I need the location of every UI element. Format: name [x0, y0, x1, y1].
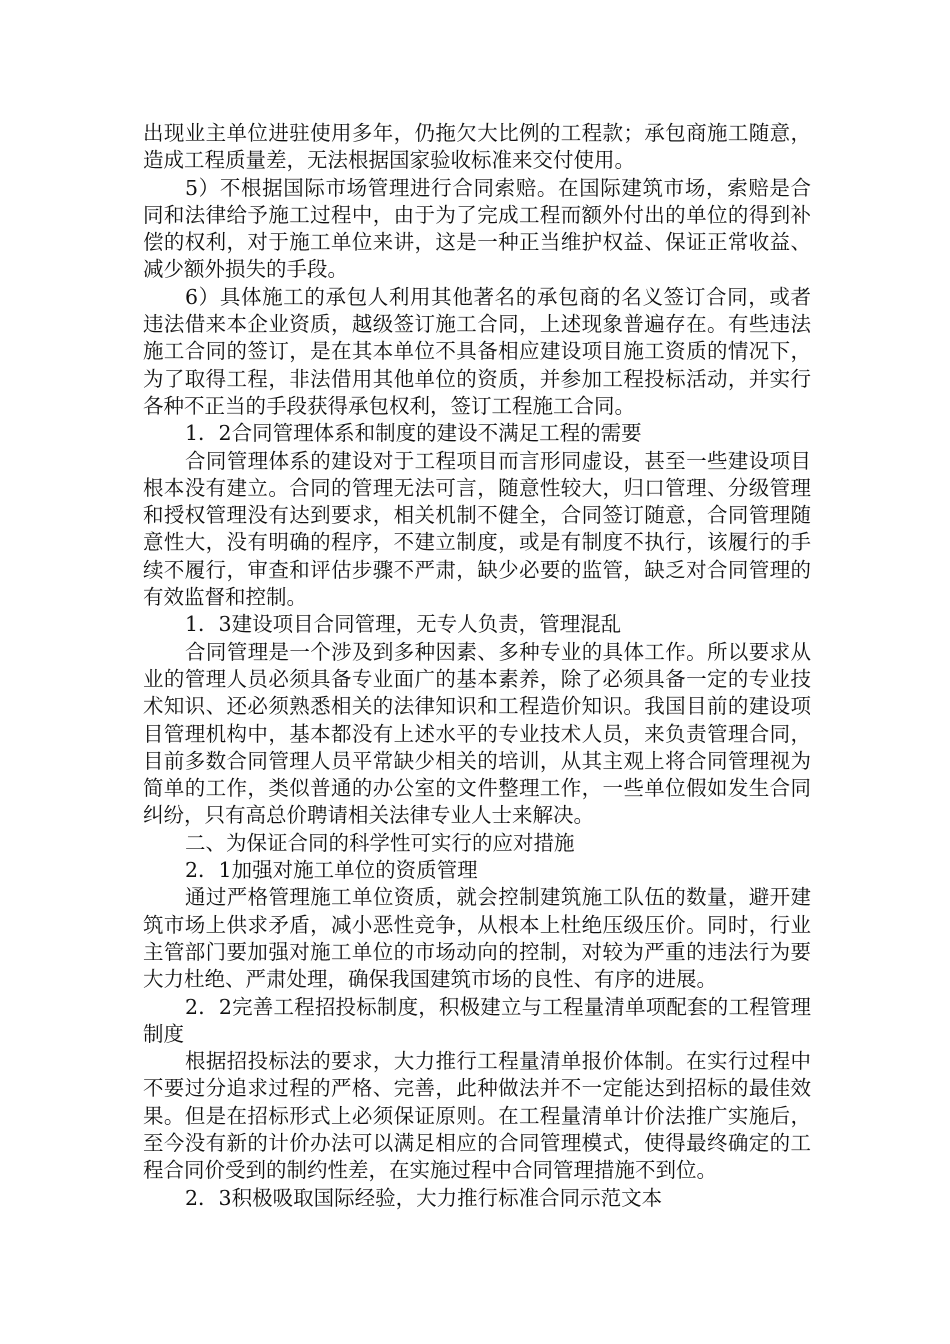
body-paragraph: 根据招投标法的要求，大力推行工程量清单报价体制。在实行过程中不要过分追求过程的严格、完善，此种做法并不一定能达到招标的最佳效果。但是在招标形式上必须保证原则。在工程量清单计价法推广实施后，至今没有新的计价办法可以满足相应的合同管理模式，使得最终确定的工程合同价受到的制约性差，在实施过程中合同管理措施不到位。 [143, 1049, 811, 1183]
list-item-paragraph: 5）不根据国际市场管理进行合同索赔。在国际建筑市场，索赔是合同和法律给予施工过程中，由于为了完成工程而额外付出的单位的得到补偿的权利，对于施工单位来讲，这是一种正当维护权益、保证正常收益、减少额外损失的手段。 [143, 175, 811, 282]
body-paragraph: 出现业主单位进驻使用多年，仍拖欠大比例的工程款；承包商施工随意，造成工程质量差，无法根据国家验收标准来交付使用。 [143, 121, 811, 173]
section-heading: 2．1加强对施工单位的资质管理 [185, 858, 478, 883]
section-heading: 2．3积极吸取国际经验，大力推行标准合同示范文本 [185, 1185, 663, 1210]
body-paragraph: 通过严格管理施工单位资质，就会控制建筑施工队伍的数量，避开建筑市场上供求矛盾，减小恶性竞争，从根本上杜绝压级压价。同时，行业主管部门要加强对施工单位的市场动向的控制，对较为严重的违法行为要大力杜绝、严肃处理，确保我国建筑市场的良性、有序的进展。 [143, 885, 811, 992]
section-heading: 2．2完善工程招投标制度，积极建立与工程量清单项配套的工程管理制度 [143, 994, 811, 1046]
chapter-heading: 二、为保证合同的科学性可实行的应对措施 [185, 830, 575, 855]
body-paragraph: 合同管理体系的建设对于工程项目而言形同虚设，甚至一些建设项目根本没有建立。合同的管理无法可言，随意性较大，归口管理、分级管理和授权管理没有达到要求，相关机制不健全，合同签订随意，合同管理随意性大，没有明确的程序，不建立制度，或是有制度不执行，该履行的手续不履行，审查和评估步骤不严肃，缺少必要的监管，缺乏对合同管理的有效监督和控制。 [143, 448, 811, 610]
document-page [143, 120, 811, 1212]
section-heading: 1．2合同管理体系和制度的建设不满足工程的需要 [185, 421, 642, 446]
section-heading: 1．3建设项目合同管理，无专人负责，管理混乱 [185, 612, 622, 637]
list-item-paragraph: 6）具体施工的承包人利用其他著名的承包商的名义签订合同，或者违法借来本企业资质，越级签订施工合同，上述现象普遍存在。有些违法施工合同的签订，是在其本单位不具备相应建设项目施工资质的情况下，为了取得工程，非法借用其他单位的资质，并参加工程投标活动，并实行各种不正当的手段获得承包权利，签订工程施工合同。 [143, 284, 811, 418]
body-paragraph: 合同管理是一个涉及到多种因素、多种专业的具体工作。所以要求从业的管理人员必须具备专业面广的基本素养，除了必须具备一定的专业技术知识、还必须熟悉相关的法律知识和工程造价知识。我国目前的建设项目管理机构中，基本都没有上述水平的专业技术人员，来负责管理合同，目前多数合同管理人员平常缺少相关的培训，从其主观上将合同管理视为简单的工作，类似普通的办公室的文件整理工作，一些单位假如发生合同纠纷，只有高总价聘请相关法律专业人士来解决。 [143, 639, 811, 828]
